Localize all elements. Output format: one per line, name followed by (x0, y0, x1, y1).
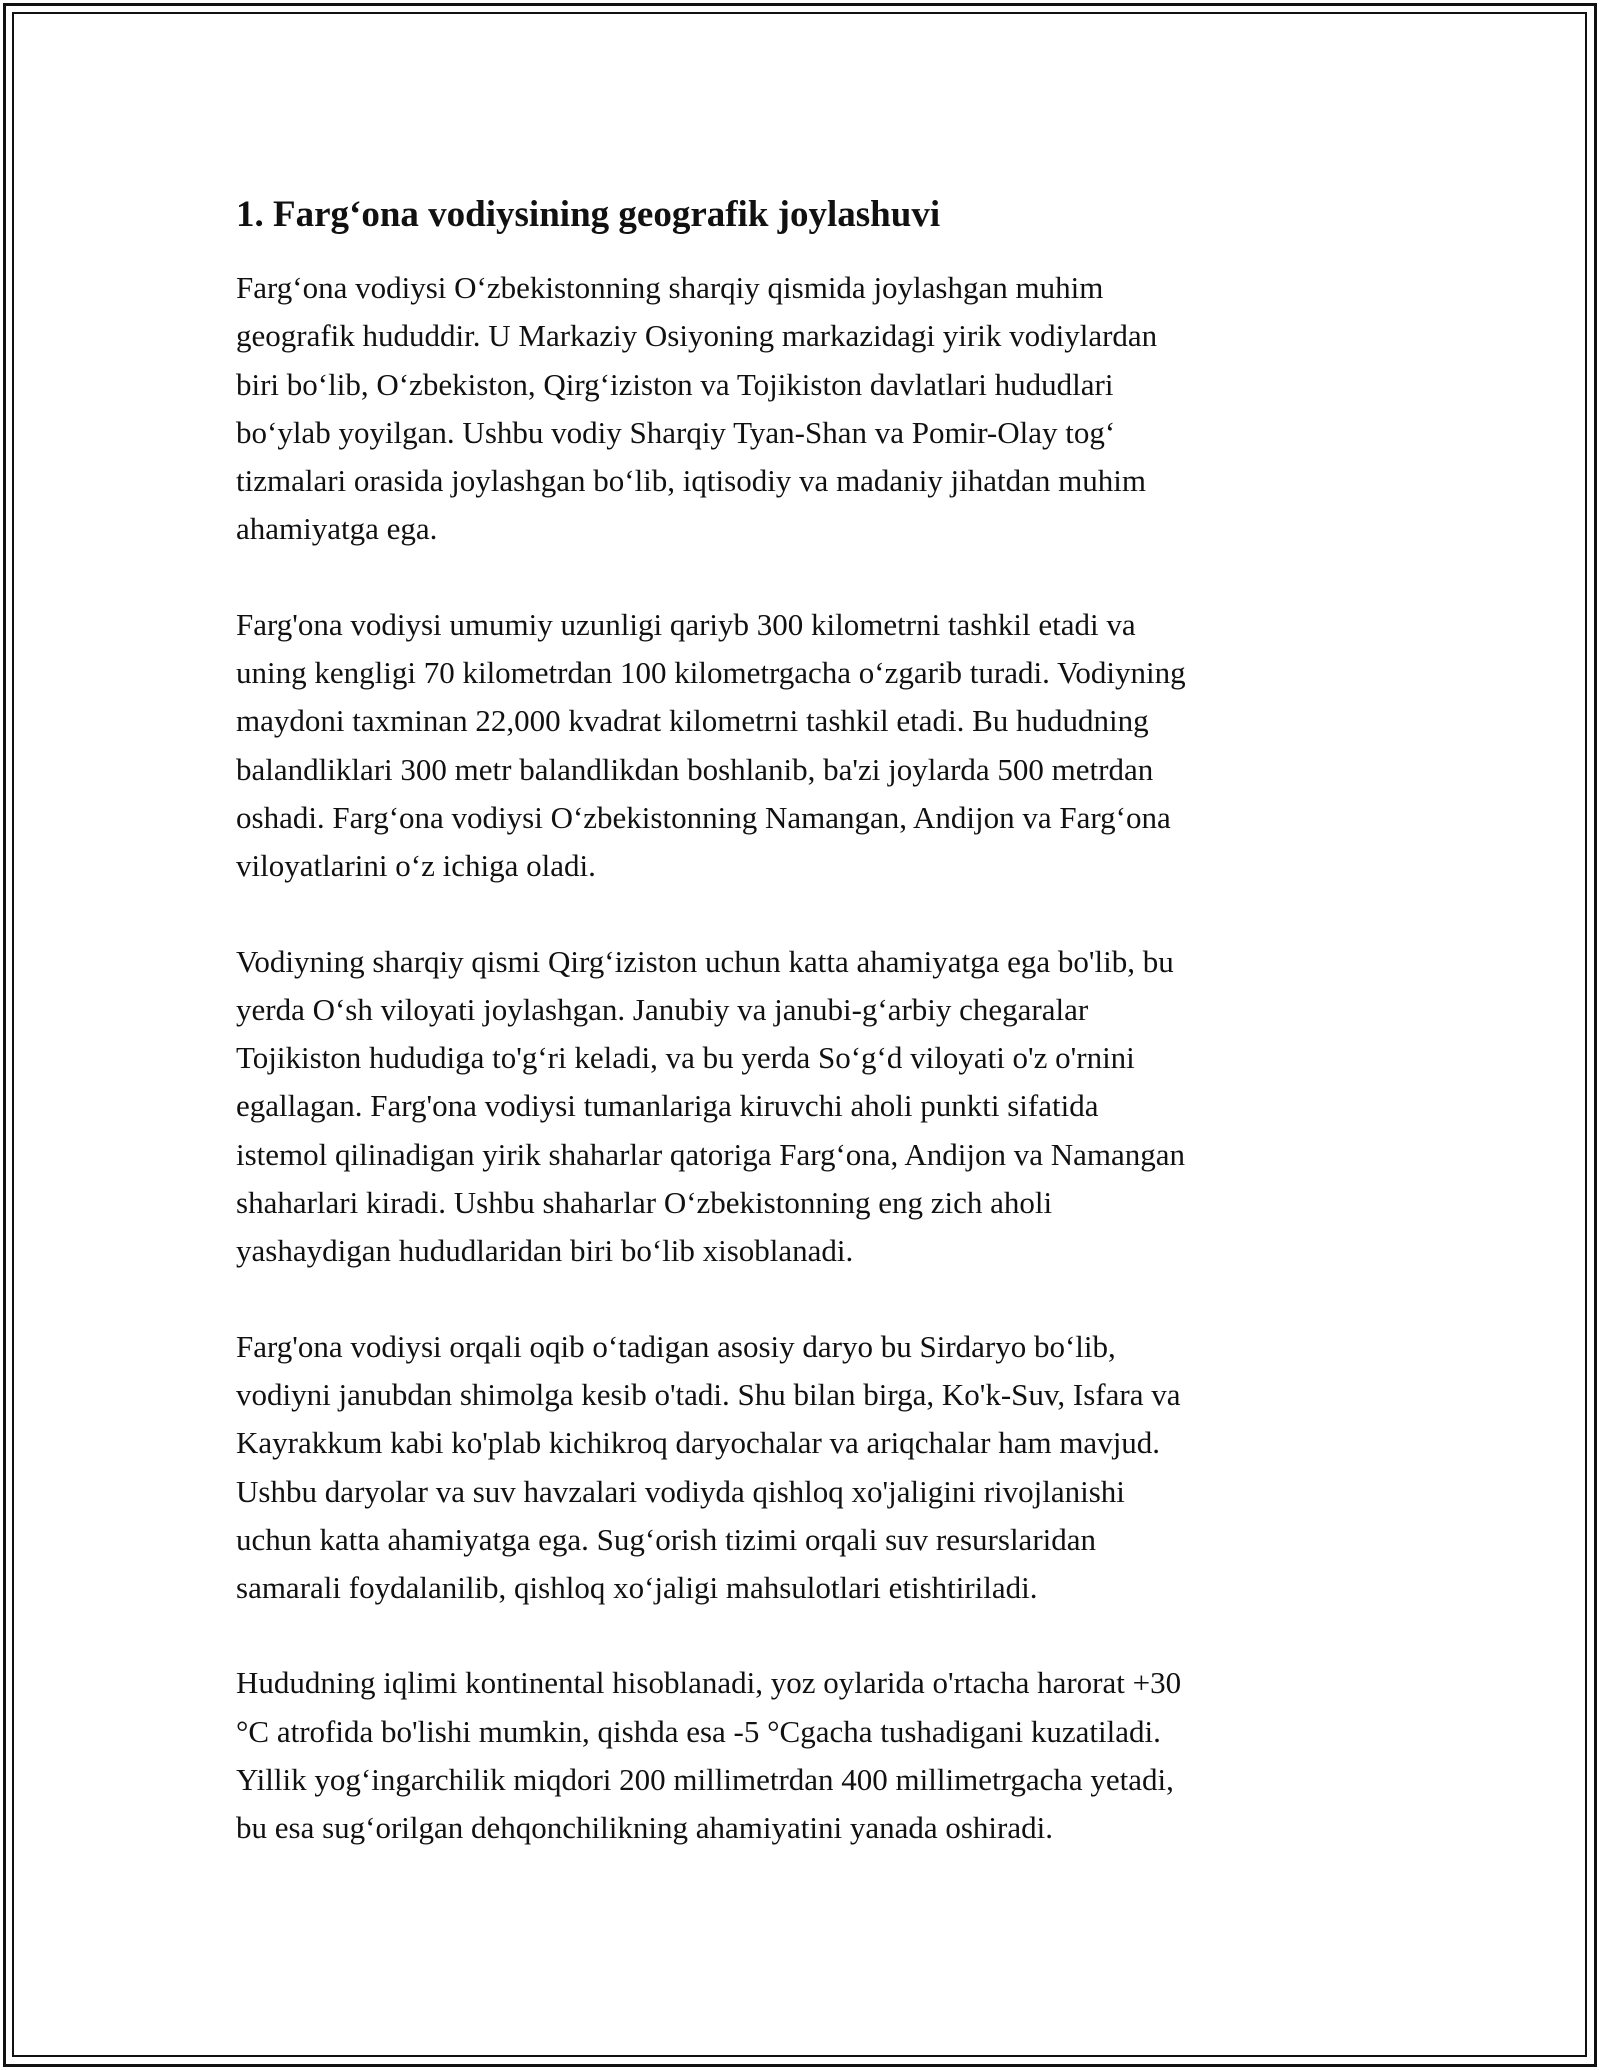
paragraph (236, 601, 1366, 891)
paragraph-line: Tojikiston hududiga to'g‘ri keladi, va bu yerda So‘g‘d viloyati o'z o'rnini (236, 1040, 1135, 1076)
paragraph (236, 1323, 1366, 1613)
paragraph-line: uchun katta ahamiyatga ega. Sug‘orish tizimi orqali suv resurslaridan (236, 1521, 1097, 1557)
paragraph-line: bu esa sug‘orilgan dehqonchilikning ahamiyatini yanada oshiradi. (236, 1810, 1053, 1846)
paragraph-line: yashaydigan hududlaridan biri bo‘lib xisoblanadi. (236, 1233, 854, 1269)
paragraph-line: oshadi. Farg‘ona vodiysi O‘zbekistonning Namangan, Andijon va Farg‘ona (236, 799, 1171, 835)
paragraph-line: shaharlari kiradi. Ushbu shaharlar O‘zbekistonning eng zich aholi (236, 1185, 1053, 1221)
paragraph-line: biri bo‘lib, O‘zbekiston, Qirg‘iziston va Tojikiston davlatlari hududlari (236, 366, 1114, 402)
paragraph-line: uning kengligi 70 kilometrdan 100 kilometrgacha o‘zgarib turadi. Vodiyning (236, 655, 1186, 691)
paragraph-line: yerda O‘sh viloyati joylashgan. Janubiy va janubi-g‘arbiy chegaralar (236, 991, 1089, 1027)
paragraph-line: istemol qilinadigan yirik shaharlar qatoriga Farg‘ona, Andijon va Namangan (236, 1136, 1185, 1172)
paragraph-line: Kayrakkum kabi ko'plab kichikroq daryochalar va ariqchalar ham mavjud. (236, 1425, 1161, 1461)
paragraph-line: Yillik yog‘ingarchilik miqdori 200 millimetrdan 400 millimetrgacha yetadi, (236, 1762, 1174, 1798)
paragraph (236, 938, 1366, 1276)
paragraph-line: Farg'ona vodiysi orqali oqib o‘tadigan asosiy daryo bu Sirdaryo bo‘lib, (236, 1328, 1116, 1364)
paragraph-line: maydoni taxminan 22,000 kvadrat kilometrni tashkil etadi. Bu hududning (236, 703, 1149, 739)
paragraphs-container (236, 264, 1366, 1853)
paragraph-line: vodiyni janubdan shimolga kesib o'tadi. Shu bilan birga, Ko'k-Suv, Isfara va (236, 1376, 1181, 1412)
paragraph-line: balandliklari 300 metr balandlikdan boshlanib, ba'zi joylarda 500 metrdan (236, 751, 1154, 787)
paragraph-line: geografik hududdir. U Markaziy Osiyoning markazidagi yirik vodiylardan (236, 318, 1158, 354)
paragraph-line: Vodiyning sharqiy qismi Qirg‘iziston uchun katta ahamiyatga ega bo'lib, bu (236, 943, 1174, 979)
paragraph-line: Farg‘ona vodiysi O‘zbekistonning sharqiy qismida joylashgan muhim (236, 270, 1104, 305)
paragraph-line: bo‘ylab yoyilgan. Ushbu vodiy Sharqiy Tyan-Shan va Pomir-Olay tog‘ (236, 414, 1116, 450)
paragraph-line: egallagan. Farg'ona vodiysi tumanlariga kiruvchi aholi punkti sifatida (236, 1088, 1099, 1124)
document-body (236, 190, 1366, 1900)
paragraph (236, 264, 1366, 554)
paragraph-line: samarali foydalanilib, qishloq xo‘jaligi mahsulotlari etishtiriladi. (236, 1570, 1038, 1606)
paragraph-line: viloyatlarini o‘z ichiga oladi. (236, 848, 596, 884)
paragraph-line: Farg'ona vodiysi umumiy uzunligi qariyb 300 kilometrni tashkil etadi va (236, 606, 1136, 642)
section-heading: 1. Farg‘ona vodiysining geografik joylashuvi (236, 194, 941, 235)
paragraph-line: ahamiyatga ega. (236, 511, 438, 547)
paragraph-line: tizmalari orasida joylashgan bo‘lib, iqtisodiy va madaniy jihatdan muhim (236, 463, 1147, 499)
paragraph-line: Hududning iqlimi kontinental hisoblanadi, yoz oylarida o'rtacha harorat +30 (236, 1665, 1182, 1701)
paragraph-line: Ushbu daryolar va suv havzalari vodiyda qishloq xo'jaligini rivojlanishi (236, 1473, 1125, 1509)
paragraph (236, 1659, 1366, 1852)
paragraph-line: °C atrofida bo'lishi mumkin, qishda esa -5 °Cgacha tushadigani kuzatiladi. (236, 1713, 1161, 1749)
